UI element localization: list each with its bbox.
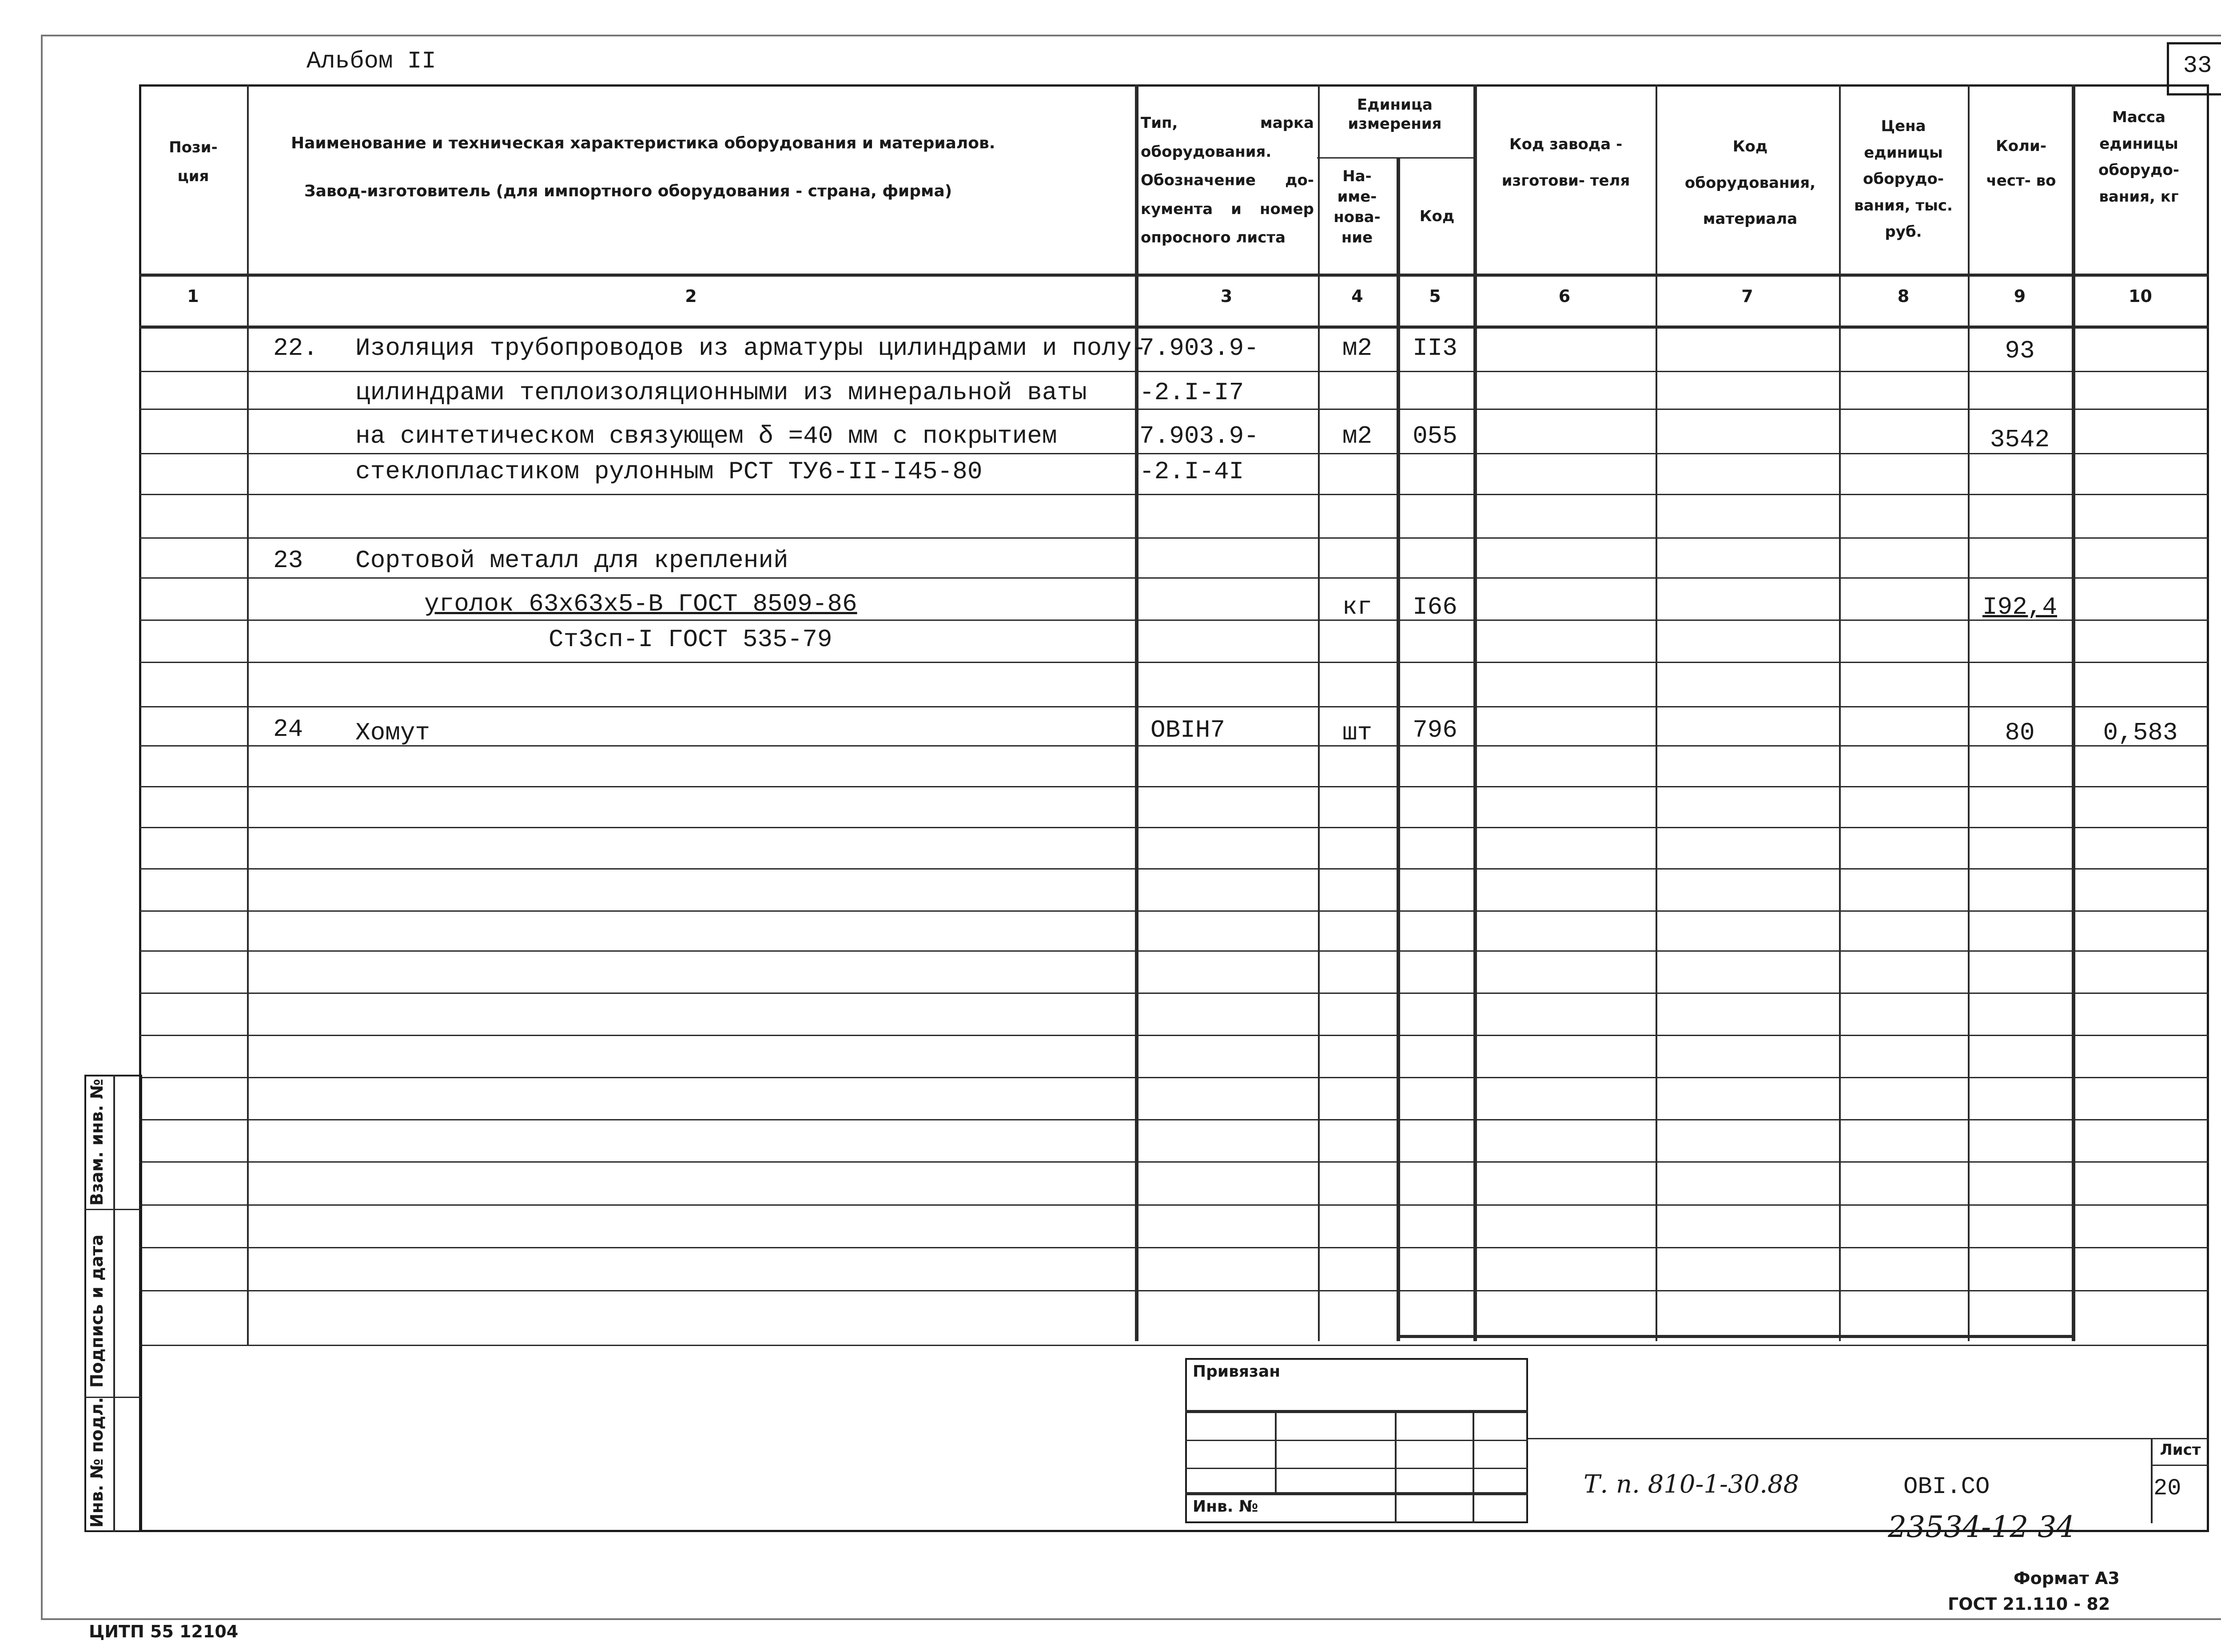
row-line-2 — [139, 409, 2209, 410]
row-line-16 — [139, 993, 2209, 994]
format-label: Формат А3 — [2014, 1569, 2120, 1588]
colnum-10: 10 — [2129, 286, 2152, 306]
row-24-unit: шт — [1342, 719, 1373, 747]
row-23b-qty: I92,4 — [1982, 593, 2058, 621]
row-23b-code: I66 — [1413, 593, 1457, 621]
row-22c-code: 055 — [1413, 422, 1457, 450]
header-bottom-line — [139, 274, 2209, 277]
row-22c-qty: 3542 — [1990, 425, 2050, 454]
col-line-7 — [1839, 84, 1841, 1341]
row-24-mass: 0,583 — [2103, 719, 2178, 747]
page-number: 33 — [2183, 52, 2212, 79]
row-23b-unit: кг — [1342, 593, 1373, 621]
row-line-11 — [139, 786, 2209, 787]
header-name-line1: Наименование и техническая характеристика оборудования и материалов. — [291, 134, 995, 152]
row-22-doc: 7.903.9- — [1139, 334, 1259, 362]
col-line-3 — [1318, 84, 1320, 1341]
header-equipment-code: Код оборудования, материала — [1684, 138, 1816, 228]
header-type-mark: Тип, марка оборудования. Обозначение до- кумента и номер опросного листа — [1141, 114, 1314, 247]
header-price: Цена единицы оборудо- вания, тыс. руб. — [1854, 117, 1953, 241]
privyazan-row-2 — [1185, 1468, 1528, 1469]
row-22d-doc: -2.I-4I — [1139, 457, 1244, 486]
row-line-20 — [139, 1161, 2209, 1163]
row-23-position: 23 — [273, 546, 303, 575]
row-22-qty: 93 — [2005, 337, 2035, 365]
header-mass: Масса единицы оборудо- вания, кг — [2098, 108, 2179, 206]
row-22b-doc: -2.I-I7 — [1139, 378, 1244, 407]
row-22d-name: стеклопластиком рулонным РСТ ТУ6-II-I45-80 — [355, 457, 983, 486]
row-line-21 — [139, 1204, 2209, 1206]
row-line-5 — [139, 537, 2209, 539]
row-22c-name: на синтетическом связующем δ =40 мм с покрытием — [355, 422, 1057, 450]
side-inv-podl: Инв. № подл. — [87, 1397, 107, 1528]
row-line-22 — [139, 1247, 2209, 1248]
col-line-5 — [1473, 84, 1477, 1341]
row-line-14 — [139, 910, 2209, 912]
colnum-4: 4 — [1351, 286, 1363, 306]
privyazan-sep — [1185, 1410, 1528, 1413]
row-23c-name: Ст3сп-I ГОСТ 535-79 — [549, 625, 832, 654]
row-line-7 — [139, 620, 2209, 621]
header-unit: Единица измерения — [1348, 96, 1442, 133]
row-line-17 — [139, 1035, 2209, 1036]
row-22-position: 22. — [273, 334, 318, 362]
colnum-bottom-line — [139, 326, 2209, 329]
col-line-2 — [1135, 84, 1138, 1341]
colnum-3: 3 — [1220, 286, 1233, 306]
stamp-number: 23534-12 34 — [1888, 1510, 2075, 1544]
row-line-18 — [139, 1077, 2209, 1078]
colnum-6: 6 — [1558, 286, 1571, 306]
row-line-8 — [139, 662, 2209, 663]
side-vzam-inv: Взам. инв. № — [87, 1079, 107, 1206]
privyazan-col-2 — [1395, 1410, 1397, 1523]
header-unit-code: Код — [1419, 207, 1455, 225]
privyazan-col-3 — [1473, 1410, 1474, 1523]
colnum-5: 5 — [1429, 286, 1441, 306]
row-23b-name: уголок 63х63х5-В ГОСТ 8509-86 — [424, 590, 857, 618]
privyazan-row-1 — [1185, 1440, 1528, 1441]
gost-label: ГОСТ 21.110 - 82 — [1948, 1594, 2110, 1614]
album-title: Альбом II — [306, 48, 436, 75]
row-22-code: II3 — [1413, 334, 1457, 362]
citp-label: ЦИТП 55 12104 — [89, 1622, 239, 1641]
row-line-1 — [139, 371, 2209, 372]
col-line-9 — [2072, 84, 2075, 1341]
col-line-1 — [247, 84, 249, 1345]
unit-split-line — [1317, 157, 1473, 159]
row-line-23 — [139, 1290, 2209, 1291]
row-22-unit: м2 — [1342, 334, 1373, 362]
row-line-10 — [139, 745, 2209, 747]
sheet-box-sep — [2151, 1465, 2209, 1466]
row-23-name: Сортовой металл для креплений — [355, 546, 788, 575]
row-22c-doc: 7.903.9- — [1139, 422, 1259, 450]
row-22c-unit: м2 — [1342, 422, 1373, 450]
colnum-2: 2 — [685, 286, 697, 306]
header-unit-name: На- име- нова- ние — [1333, 167, 1381, 246]
side-stamp-vsep — [113, 1075, 115, 1532]
header-name-line2: Завод-изготовитель (для импортного оборудования - страна, фирма) — [304, 182, 952, 200]
row-line-3 — [139, 453, 2209, 454]
header-position: Пози- ция — [169, 139, 218, 185]
sheet-label: Лист — [2160, 1441, 2201, 1459]
row-22b-name: цилиндрами теплоизоляционными из минеральной ваты — [355, 378, 1087, 407]
row-22-name: Изоляция трубопроводов из арматуры цилиндрами и полу- — [355, 334, 1147, 362]
sheet-code: OBI.CO — [1903, 1473, 1990, 1501]
colnum-9: 9 — [2014, 286, 2026, 306]
table-bottom-line — [139, 1345, 2209, 1346]
row-24-position: 24 — [273, 715, 303, 743]
row-line-12 — [139, 827, 2209, 828]
row-line-13 — [139, 868, 2209, 870]
row-line-15 — [139, 950, 2209, 952]
privyazan-label: Привязан — [1193, 1362, 1281, 1381]
row-24-doc: OBIH7 — [1150, 716, 1226, 744]
row-24-name: Хомут — [355, 719, 430, 747]
row-line-19 — [139, 1119, 2209, 1120]
inv-no-label: Инв. № — [1193, 1497, 1258, 1516]
privyazan-row-3 — [1185, 1492, 1528, 1495]
row-line-6 — [139, 577, 2209, 579]
box-bottom-line — [1397, 1335, 2075, 1338]
side-stamp-sep-a — [84, 1209, 141, 1210]
sheet-number: 20 — [2153, 1475, 2181, 1501]
col-line-6 — [1656, 84, 1657, 1341]
row-24-code: 796 — [1413, 716, 1457, 744]
colnum-8: 8 — [1897, 286, 1910, 306]
row-line-4 — [139, 494, 2209, 495]
colnum-7: 7 — [1741, 286, 1753, 306]
side-podpis-data: Подпись и дата — [87, 1234, 107, 1388]
title-block-top — [1528, 1438, 2209, 1439]
col-line-8 — [1968, 84, 1970, 1341]
row-24-qty: 80 — [2005, 719, 2035, 747]
privyazan-col-1 — [1275, 1410, 1277, 1492]
colnum-1: 1 — [187, 286, 199, 306]
project-code: Т. п. 810-1-30.88 — [1584, 1470, 1799, 1499]
header-quantity: Коли- чест- во — [1986, 137, 2056, 190]
header-factory-code: Код завода - изготови- теля — [1501, 135, 1630, 190]
row-line-9 — [139, 706, 2209, 707]
